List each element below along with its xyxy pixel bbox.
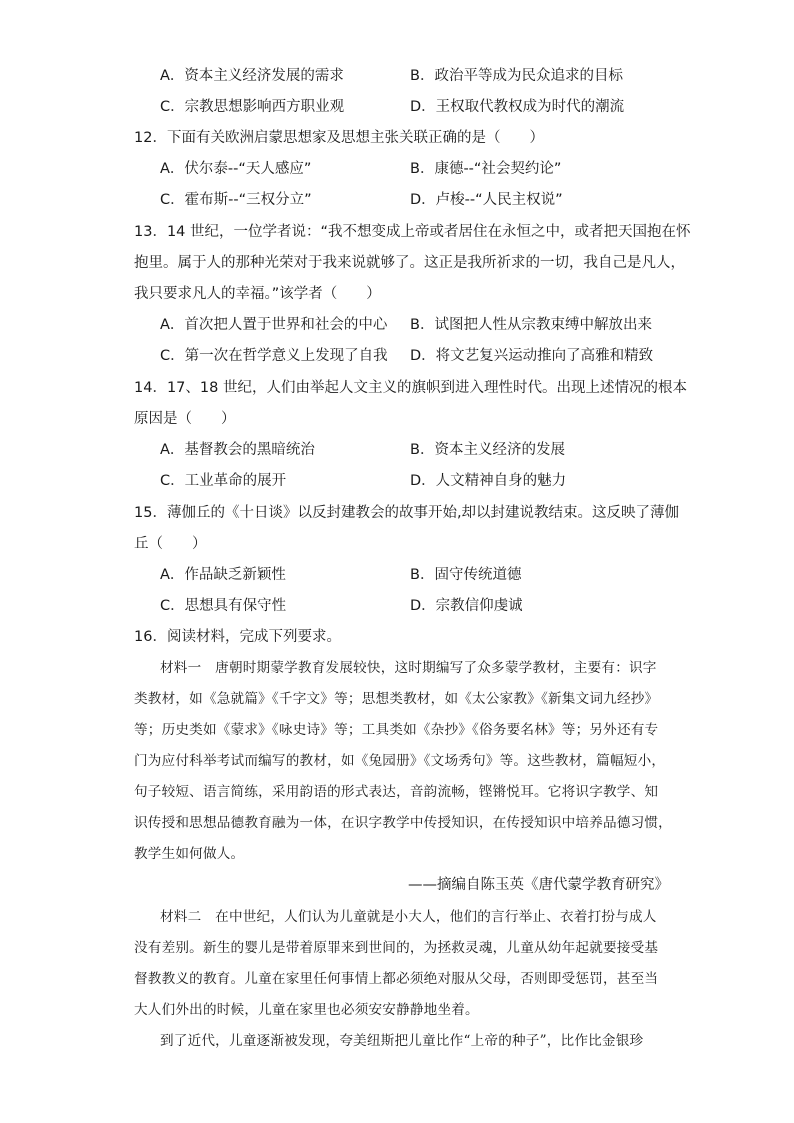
material-1-line-5: 句子较短、语言简练，采用韵语的形式表达，音韵流畅，铿锵悦耳。它将识字教学、知	[134, 784, 659, 800]
q13-stem-line-1: 13．14 世纪，一位学者说：“我不想变成上帝或者居住在永恒之中，或者把天国抱在怀	[134, 224, 691, 240]
q11-option-d: D．王权取代教权成为时代的潮流	[410, 99, 625, 115]
q13-option-d: D．将文艺复兴运动推向了高雅和精致	[410, 348, 654, 364]
material-2-line-4: 大人们外出的时候，儿童在家里也必须安安静静地坐着。	[134, 1002, 479, 1018]
q14-stem-line-1: 14．17、18 世纪，人们由举起人文主义的旗帜到进入理性时代。出现上述情况的根本	[134, 380, 687, 396]
q14-option-b: B．资本主义经济的发展	[410, 442, 565, 458]
material-2-line-3: 督教教义的教育。儿童在家里任何事情上都必须绝对服从父母，否则即受惩罚，甚至当	[134, 971, 659, 987]
material-1-line-3: 等；历史类如《蒙求》《咏史诗》等；工具类如《杂抄》《俗务要名林》等；另外还有专	[134, 722, 659, 738]
material-1-line-7: 教学生如何做人。	[134, 846, 245, 862]
material-2-line-1: 材料二 在中世纪，人们认为儿童就是小大人，他们的言行举止、衣着打扮与成人	[160, 909, 657, 925]
material-1-line-4: 门为应付科举考试而编写的教材，如《兔园册》《文场秀句》等。这些教材，篇幅短小，	[134, 753, 666, 769]
q12-option-c: C．霍布斯--“三权分立”	[160, 192, 312, 208]
q15-option-a: A．作品缺乏新颖性	[160, 567, 286, 583]
q12-stem: 12．下面有关欧洲启蒙思想家及思想主张关联正确的是（ ）	[134, 130, 544, 146]
q15-stem-line-1: 15．薄伽丘的《十日谈》以反封建教会的故事开始,却以封建说教结束。这反映了薄伽	[134, 505, 680, 521]
q14-stem-line-2: 原因是（ ）	[134, 411, 236, 427]
material-1-line-6: 识传授和思想品德教育融为一体，在识字教学中传授知识，在传授知识中培养品德习惯，	[134, 815, 672, 831]
q14-option-d: D．人文精神自身的魅力	[410, 473, 567, 489]
q14-option-c: C．工业革命的展开	[160, 473, 287, 489]
q15-option-c: C．思想具有保守性	[160, 598, 287, 614]
q12-option-b: B．康德--“社会契约论”	[410, 161, 562, 177]
q11-option-b: B．政治平等成为民众追求的目标	[410, 68, 623, 84]
q12-option-d: D．卢梭--“人民主权说”	[410, 192, 563, 208]
q13-stem-line-3: 我只要求凡人的幸福。”该学者（ ）	[134, 286, 381, 302]
material-2-line-2: 没有差别。新生的婴儿是带着原罪来到世间的，为拯救灵魂，儿童从幼年起就要接受基	[134, 940, 659, 956]
q15-stem-line-2: 丘（ ）	[134, 536, 207, 552]
q15-option-b: B．固守传统道德	[410, 567, 522, 583]
q16-stem: 16．阅读材料，完成下列要求。	[134, 629, 341, 645]
q13-stem-line-2: 抱里。属于人的那种光荣对于我来说就够了。这正是我所祈求的一切，我自己是凡人，	[134, 255, 685, 271]
q13-option-a: A．首次把人置于世界和社会的中心	[160, 317, 388, 333]
q13-option-c: C．第一次在哲学意义上发现了自我	[160, 348, 388, 364]
material-1-line-1: 材料一 唐朝时期蒙学教育发展较快，这时期编写了众多蒙学教材，主要有：识字	[160, 660, 657, 676]
q11-option-c: C．宗教思想影响西方职业观	[160, 99, 345, 115]
q13-option-b: B．试图把人性从宗教束缚中解放出来	[410, 317, 652, 333]
q15-option-d: D．宗教信仰虔诚	[410, 598, 523, 614]
q11-option-a: A．资本主义经济发展的需求	[160, 68, 344, 84]
material-2-line-5: 到了近代，儿童逐渐被发现，夸美纽斯把儿童比作“上帝的种子”，比作比金银珍	[160, 1033, 644, 1049]
material-1-line-2: 类教材，如《急就篇》《千字文》等；思想类教材，如《太公家教》《新集文词九经抄》	[134, 691, 659, 707]
q12-option-a: A．伏尔泰--“天人感应”	[160, 161, 312, 177]
q14-option-a: A．基督教会的黑暗统治	[160, 442, 315, 458]
material-1-source: ——摘编自陈玉英《唐代蒙学教育研究》	[408, 877, 669, 893]
